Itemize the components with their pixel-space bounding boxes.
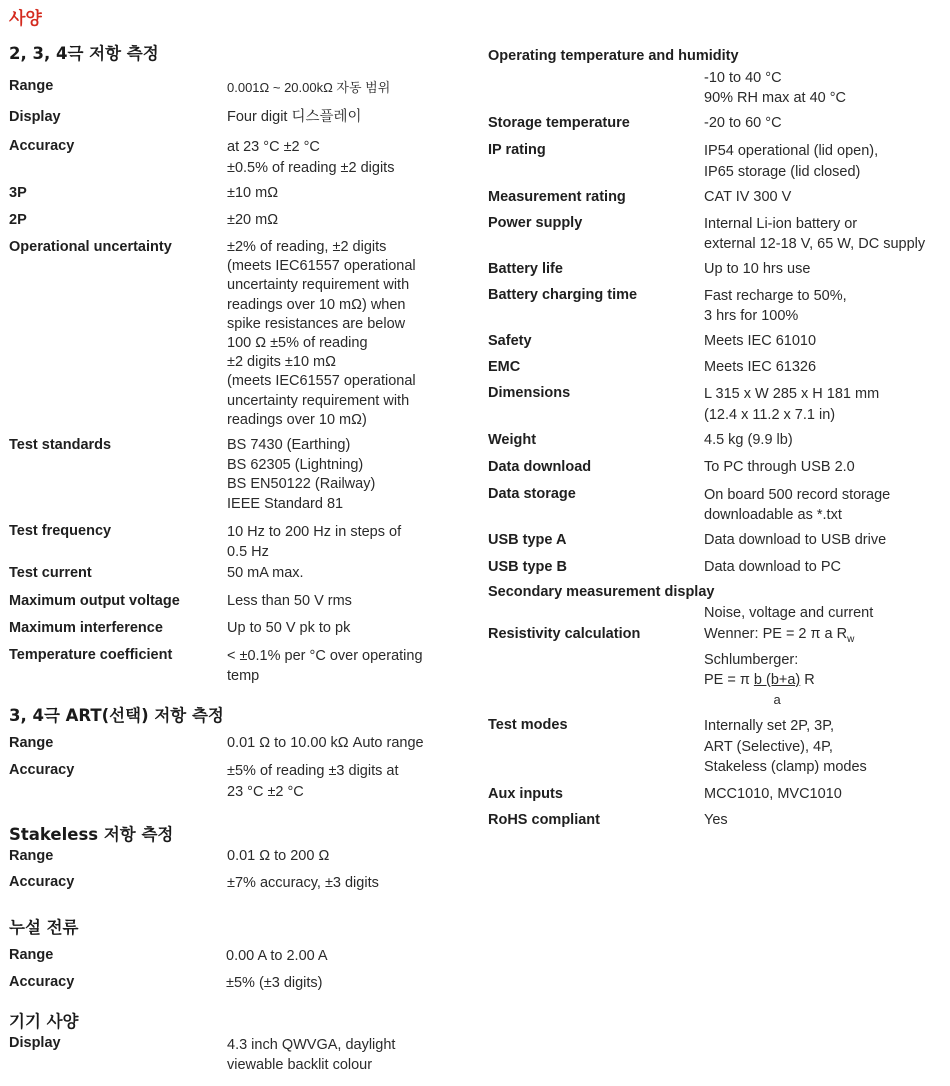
spec-label: Resistivity calculation: [488, 626, 641, 642]
page-title: 사양: [9, 9, 42, 29]
spec-value: L 315 x W 285 x H 181 mm (12.4 x 11.2 x 7.1 in): [704, 386, 880, 423]
spec-label: EMC: [488, 359, 521, 375]
spec-value: 4.3 inch QWVGA, daylight viewable backlit colour: [227, 1037, 396, 1073]
spec-value: Meets IEC 61010: [704, 333, 817, 349]
spec-label: Accuracy: [9, 874, 75, 890]
spec-label: Range: [9, 947, 54, 963]
spec-value: Less than 50 V rms: [227, 593, 352, 609]
spec-label: Power supply: [488, 215, 583, 231]
spec-value: ±7% accuracy, ±3 digits: [227, 875, 379, 891]
spec-value: Fast recharge to 50%, 3 hrs for 100%: [704, 288, 847, 324]
section-heading: 2, 3, 4극 저항 측정: [9, 44, 159, 63]
spec-value: CAT IV 300 V: [704, 189, 792, 205]
spec-value: IP54 operational (lid open), IP65 storage (lid closed): [704, 143, 879, 180]
spec-label: Range: [9, 78, 54, 94]
spec-value: < ±0.1% per °C over operating temp: [227, 648, 423, 684]
spec-value: Noise, voltage and current: [704, 605, 874, 621]
spec-label: Accuracy: [9, 762, 75, 778]
spec-label: Operational uncertainty: [9, 239, 172, 255]
spec-value: 0.01 Ω to 10.00 kΩ Auto range: [227, 735, 424, 751]
spec-label: Data storage: [488, 486, 576, 502]
spec-value: 0.001Ω ~ 20.00kΩ 자동 범위: [227, 80, 391, 95]
section-heading: 3, 4극 ART(선택) 저항 측정: [9, 706, 224, 725]
spec-value: BS 7430 (Earthing) BS 62305 (Lightning) BS EN50122 (Railway) IEEE Standard 81: [227, 437, 376, 512]
spec-label: Test standards: [9, 437, 112, 453]
spec-label: Safety: [488, 333, 532, 349]
spec-label: Measurement rating: [488, 189, 626, 205]
spec-value: ±2% of reading, ±2 digits (meets IEC61557 operational uncertainty requirement with readings over 10 mΩ) when spike resistances are below 100 Ω ±5% of reading ±2 digits ±10 mΩ (meets IEC61557 operational uncertainty requirement with readings over 10 mΩ): [227, 239, 416, 428]
spec-label: 2P: [9, 212, 27, 228]
wenner-formula: Wenner: PE = 2 π a $R_w$: [704, 626, 855, 645]
spec-label: Weight: [488, 432, 537, 448]
spec-value: Up to 10 hrs use: [704, 261, 811, 277]
spec-label: Dimensions: [488, 385, 571, 401]
spec-label: RoHS compliant: [488, 812, 600, 828]
schlumberger-formula: PE = π $\frac{b (b+a)}{a}$ R: [704, 672, 815, 708]
spec-value: On board 500 record storage downloadable as *.txt: [704, 487, 891, 523]
spec-value: 50 mA max.: [227, 565, 304, 581]
spec-label: Maximum output voltage: [9, 593, 180, 609]
section-heading: 누설 전류: [9, 918, 79, 937]
spec-value: Yes: [704, 812, 728, 828]
spec-label: Data download: [488, 459, 592, 475]
spec-value: To PC through USB 2.0: [704, 459, 855, 475]
spec-label: USB type A: [488, 532, 567, 548]
spec-label: Maximum interference: [9, 620, 163, 636]
spec-label: 3P: [9, 185, 27, 201]
spec-label: Aux inputs: [488, 786, 563, 802]
spec-value: 0.00 A to 2.00 A: [226, 948, 328, 964]
spec-value: 0.01 Ω to 200 Ω: [227, 848, 330, 864]
spec-label: Range: [9, 735, 54, 751]
spec-label: Secondary measurement display: [488, 584, 715, 600]
spec-value: ±5% (±3 digits): [226, 975, 323, 991]
spec-value: 4.5 kg (9.9 lb): [704, 432, 793, 448]
spec-value: Internally set 2P, 3P, ART (Selective), 4P, Stakeless (clamp) modes: [704, 718, 867, 775]
schlumberger-label: Schlumberger:: [704, 652, 799, 668]
spec-value: ±5% of reading ±3 digits at 23 °C ±2 °C: [227, 763, 399, 800]
spec-value: -10 to 40 °C 90% RH max at 40 °C: [704, 70, 846, 106]
spec-value: ±20 mΩ: [227, 212, 279, 228]
section-heading: 기기 사양: [9, 1012, 79, 1031]
spec-label: Accuracy: [9, 138, 75, 154]
spec-value: Data download to PC: [704, 559, 842, 575]
spec-label: Test frequency: [9, 523, 112, 539]
spec-label: Accuracy: [9, 974, 75, 990]
spec-label: Battery charging time: [488, 287, 638, 303]
spec-label: IP rating: [488, 142, 546, 158]
spec-label: Test modes: [488, 717, 568, 733]
spec-label: USB type B: [488, 559, 567, 575]
spec-label: Operating temperature and humidity: [488, 48, 739, 64]
spec-label: Storage temperature: [488, 115, 630, 131]
spec-value: MCC1010, MVC1010: [704, 786, 842, 802]
spec-value: Data download to USB drive: [704, 532, 887, 548]
spec-value: -20 to 60 °C: [704, 115, 782, 131]
spec-value: at 23 °C ±2 °C ±0.5% of reading ±2 digits: [227, 139, 395, 176]
spec-label: Display: [9, 1035, 61, 1051]
spec-label: Display: [9, 109, 61, 125]
spec-label: Range: [9, 848, 54, 864]
spec-label: Battery life: [488, 261, 563, 277]
spec-value: Four digit 디스플레이: [227, 109, 362, 125]
spec-label: Temperature coefficient: [9, 647, 173, 663]
spec-value: Up to 50 V pk to pk: [227, 620, 351, 636]
section-heading: Stakeless 저항 측정: [9, 825, 174, 844]
spec-value: Meets IEC 61326: [704, 359, 817, 375]
spec-value: 10 Hz to 200 Hz in steps of 0.5 Hz: [227, 524, 402, 560]
spec-label: Test current: [9, 565, 92, 581]
spec-value: Internal Li-ion battery or external 12-18 V, 65 W, DC supply: [704, 216, 926, 252]
spec-value: ±10 mΩ: [227, 185, 279, 201]
